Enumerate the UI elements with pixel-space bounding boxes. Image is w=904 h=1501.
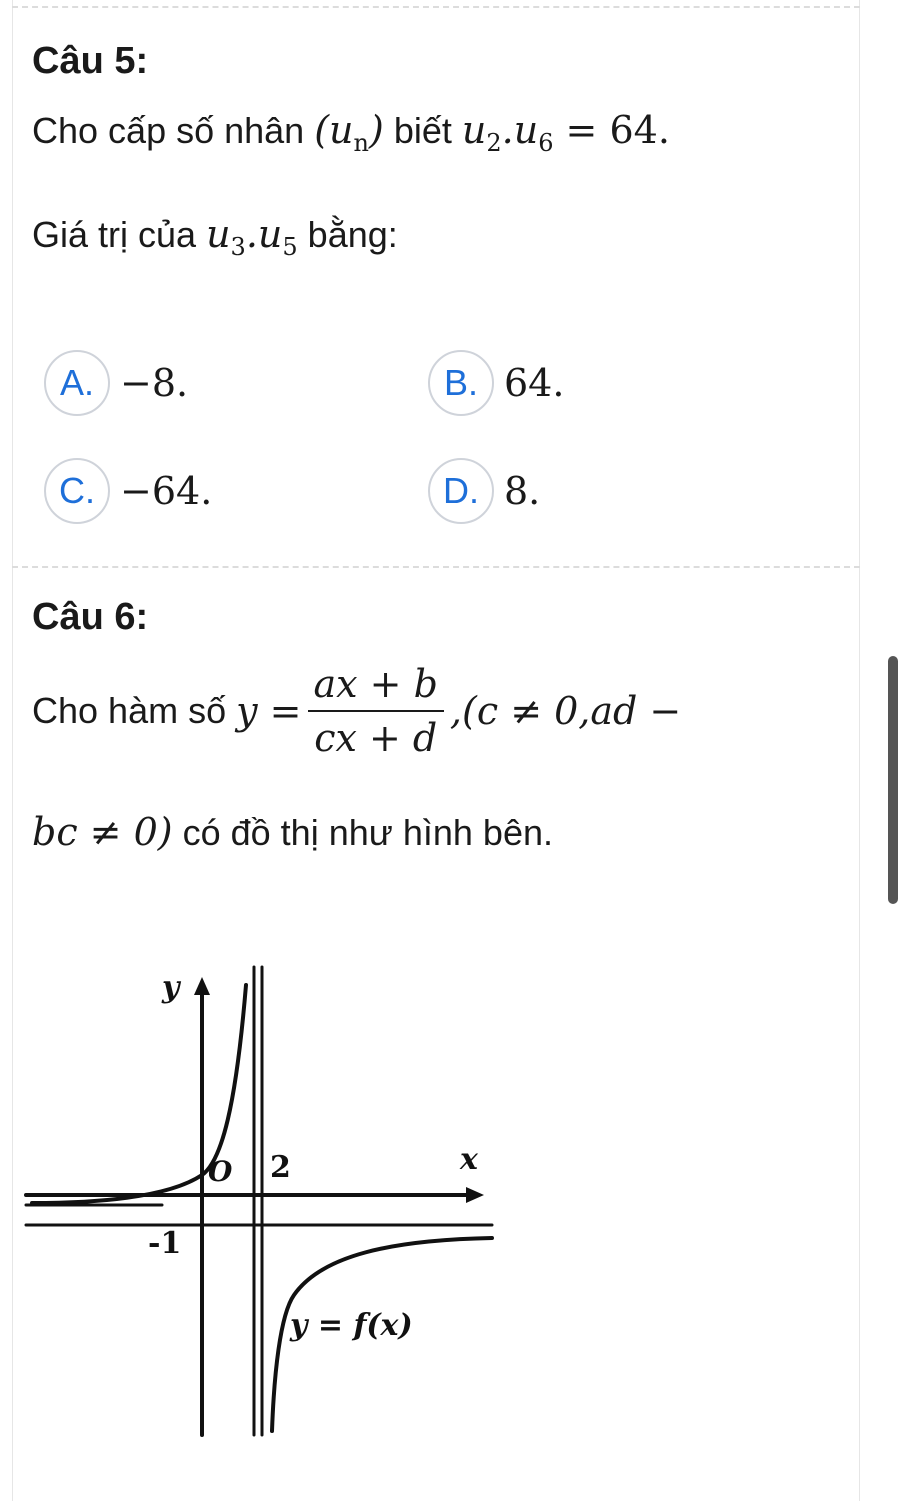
curve-label: y = f(x)	[290, 1308, 413, 1343]
option-letter: A.	[44, 350, 110, 416]
q5-option-b[interactable]	[428, 350, 564, 416]
q5-option-a[interactable]	[44, 350, 188, 416]
option-letter: D.	[428, 458, 494, 524]
option-value: −8.	[120, 361, 189, 405]
q5-title: Câu 5:	[32, 40, 149, 82]
origin-label: O	[208, 1155, 233, 1188]
tick-label-2: 2	[270, 1150, 291, 1185]
option-value: −64.	[120, 469, 213, 513]
x-axis-arrow	[466, 1187, 484, 1203]
y-axis-label: y	[162, 970, 180, 1005]
q5-statement-line2: Giá trị của $u_3.u_5$ bằng:	[32, 212, 398, 261]
option-letter: B.	[428, 350, 494, 416]
divider-top	[12, 6, 860, 8]
q6-statement-line2: bc ≠ 0) có đồ thị như hình bên.	[32, 810, 553, 854]
y-axis-arrow	[194, 977, 210, 995]
fraction: $\frac{ax + b}{cx + d}$	[308, 662, 444, 760]
option-value: 64.	[504, 361, 565, 405]
q5-option-d[interactable]	[428, 458, 540, 524]
tick-label-neg1: -1	[148, 1226, 182, 1261]
scrollbar[interactable]	[888, 656, 898, 904]
option-value: 8.	[504, 469, 541, 513]
option-letter: C.	[44, 458, 110, 524]
q5-statement-line1: Cho cấp số nhân $(u_n)$ biết $u_2.u_6 = 64$.	[32, 108, 670, 157]
q6-statement-line1: Cho hàm số y = $\frac{ax + b}{cx + d}$ ,(c ≠ 0,ad −	[32, 662, 682, 760]
divider-between-questions	[12, 566, 860, 568]
function-graph	[22, 955, 502, 1445]
x-axis-label: x	[460, 1142, 478, 1177]
q6-title: Câu 6:	[32, 596, 149, 638]
q5-option-c[interactable]	[44, 458, 212, 524]
